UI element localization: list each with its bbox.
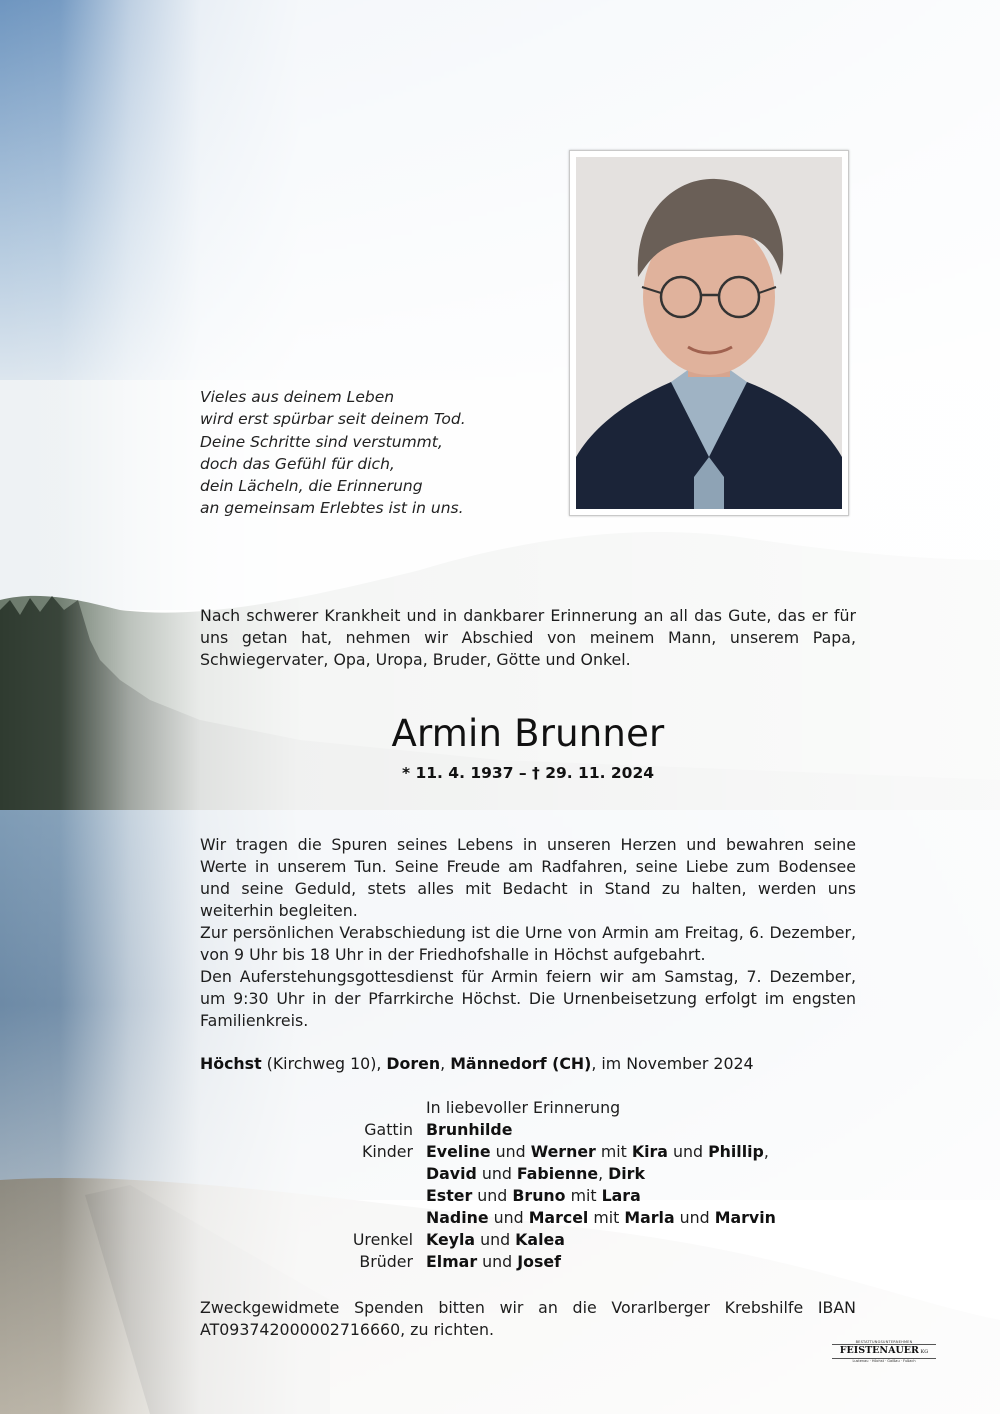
place-address: (Kirchweg 10), xyxy=(261,1054,387,1073)
connector: , xyxy=(763,1142,769,1161)
family-member: Eveline xyxy=(426,1142,491,1161)
obituary-body xyxy=(200,834,856,1032)
poem-line: Deine Schritte sind verstummt, xyxy=(200,432,443,451)
family-member: Lara xyxy=(601,1186,641,1205)
family-member: Brunhilde xyxy=(426,1120,513,1139)
place-town: Doren xyxy=(386,1054,441,1073)
place-town: Männedorf (CH) xyxy=(450,1054,592,1073)
poem-line: doch das Gefühl für dich, xyxy=(200,454,395,473)
family-member: Dirk xyxy=(608,1164,645,1183)
family-row xyxy=(200,1141,860,1163)
family-row xyxy=(200,1119,860,1141)
family-names xyxy=(426,1207,776,1229)
family-row xyxy=(200,1207,860,1229)
family-label: Kinder xyxy=(361,1142,413,1161)
body-paragraph: Wir tragen die Spuren seines Lebens in unseren Herzen und bewahren seine Werte in unserem Tun. Seine Freude am Radfahren, seine Liebe zum Bodensee und seine Geduld, stets alles mit Bedacht in Stand zu halten, werden uns weiterhin begleiten. xyxy=(200,835,856,920)
logo-name: FEISTENAUER xyxy=(839,1345,919,1356)
poem-line: Vieles aus deinem Leben xyxy=(200,388,395,406)
body-paragraph: Den Auferstehungsgottesdienst für Armin feiern wir am Samstag, 7. Dezember, um 9:30 Uhr in der Pfarrkirche Höchst. Die Urnenbeisetzung erfolgt im engsten Familienkreis. xyxy=(200,967,856,1030)
family-heading: In liebevoller Erinnerung xyxy=(426,1098,621,1117)
family-row xyxy=(200,1251,860,1273)
family-member: Kira xyxy=(631,1142,668,1161)
connector: und xyxy=(476,1164,517,1183)
donation-note: Zweckgewidmete Spenden bitten wir an die Vorarlberger Krebshilfe IBAN AT093742000002716660, zu richten. xyxy=(200,1298,856,1339)
family-names xyxy=(426,1141,769,1163)
connector: und xyxy=(674,1208,715,1227)
family-member: Werner xyxy=(530,1142,596,1161)
family-names xyxy=(426,1229,565,1251)
place-date-line xyxy=(200,1053,856,1075)
family-member: Josef xyxy=(517,1252,561,1271)
poem-line: wird erst spürbar seit deinem Tod. xyxy=(200,410,466,429)
connector: und xyxy=(477,1252,518,1271)
family-names xyxy=(426,1251,561,1273)
family-member: Phillip xyxy=(708,1142,764,1161)
family-member: David xyxy=(426,1164,477,1183)
connector: mit xyxy=(595,1142,632,1161)
connector: und xyxy=(490,1142,531,1161)
logo-tagline: BESTATTUNGSUNTERNEHMEN xyxy=(855,1340,913,1344)
connector: und xyxy=(667,1142,709,1161)
family-row xyxy=(200,1229,860,1251)
place-date: , im November 2024 xyxy=(591,1054,754,1073)
intro-text: Nach schwerer Krankheit und in dankbarer Erinnerung an all das Gute, das er für uns getan hat, nehmen wir Abschied von meinem Mann, unserem Papa, Schwiegervater, Opa, Uropa, Bruder, Götte und Onkel. xyxy=(200,606,856,669)
body-paragraph: Zur persönlichen Verabschiedung ist die Urne von Armin am Freitag, 6. Dezember, von 9 Uhr bis 18 Uhr in der Friedhofshalle in Höchst aufgebahrt. xyxy=(200,923,856,964)
family-label: Gattin xyxy=(364,1120,413,1139)
place-separator: , xyxy=(440,1054,451,1073)
connector: und xyxy=(488,1208,529,1227)
connector: , xyxy=(598,1164,609,1183)
family-member: Fabienne xyxy=(516,1164,599,1183)
family-member: Nadine xyxy=(426,1208,489,1227)
life-dates: * 11. 4. 1937 – † 29. 11. 2024 xyxy=(401,764,655,782)
connector: mit xyxy=(565,1186,602,1205)
memorial-poem xyxy=(200,386,520,520)
poem-line: dein Lächeln, die Erinnerung xyxy=(200,477,423,496)
family-heading-row xyxy=(200,1097,860,1119)
family-row xyxy=(200,1163,860,1185)
family-member: Marvin xyxy=(714,1208,776,1227)
family-member: Bruno xyxy=(512,1186,566,1205)
logo-name-line xyxy=(832,1344,936,1359)
family-row xyxy=(200,1185,860,1207)
place-town: Höchst xyxy=(200,1054,262,1073)
connector: und xyxy=(475,1230,516,1249)
family-names xyxy=(426,1185,641,1207)
logo-towns: Lustenau · Höchst · Gaißau · Fußach xyxy=(852,1359,916,1363)
connector: und xyxy=(472,1186,513,1205)
family-member: Marla xyxy=(624,1208,675,1227)
funeral-home-logo xyxy=(832,1340,936,1368)
deceased-name: Armin Brunner xyxy=(391,712,665,755)
portrait-photo xyxy=(576,157,842,509)
logo-suffix: KG xyxy=(918,1349,929,1355)
family-member: Elmar xyxy=(426,1252,478,1271)
poem-line: an gemeinsam Erlebtes ist in uns. xyxy=(200,499,464,518)
family-label: Brüder xyxy=(359,1252,413,1271)
family-label: Urenkel xyxy=(352,1230,413,1249)
portrait-frame xyxy=(569,150,849,516)
family-member: Ester xyxy=(426,1186,473,1205)
family-names xyxy=(426,1119,512,1141)
family-member: Marcel xyxy=(528,1208,589,1227)
family-names xyxy=(426,1163,645,1185)
family-list xyxy=(200,1097,860,1273)
connector: mit xyxy=(588,1208,625,1227)
family-member: Keyla xyxy=(426,1230,476,1249)
family-member: Kalea xyxy=(515,1230,565,1249)
